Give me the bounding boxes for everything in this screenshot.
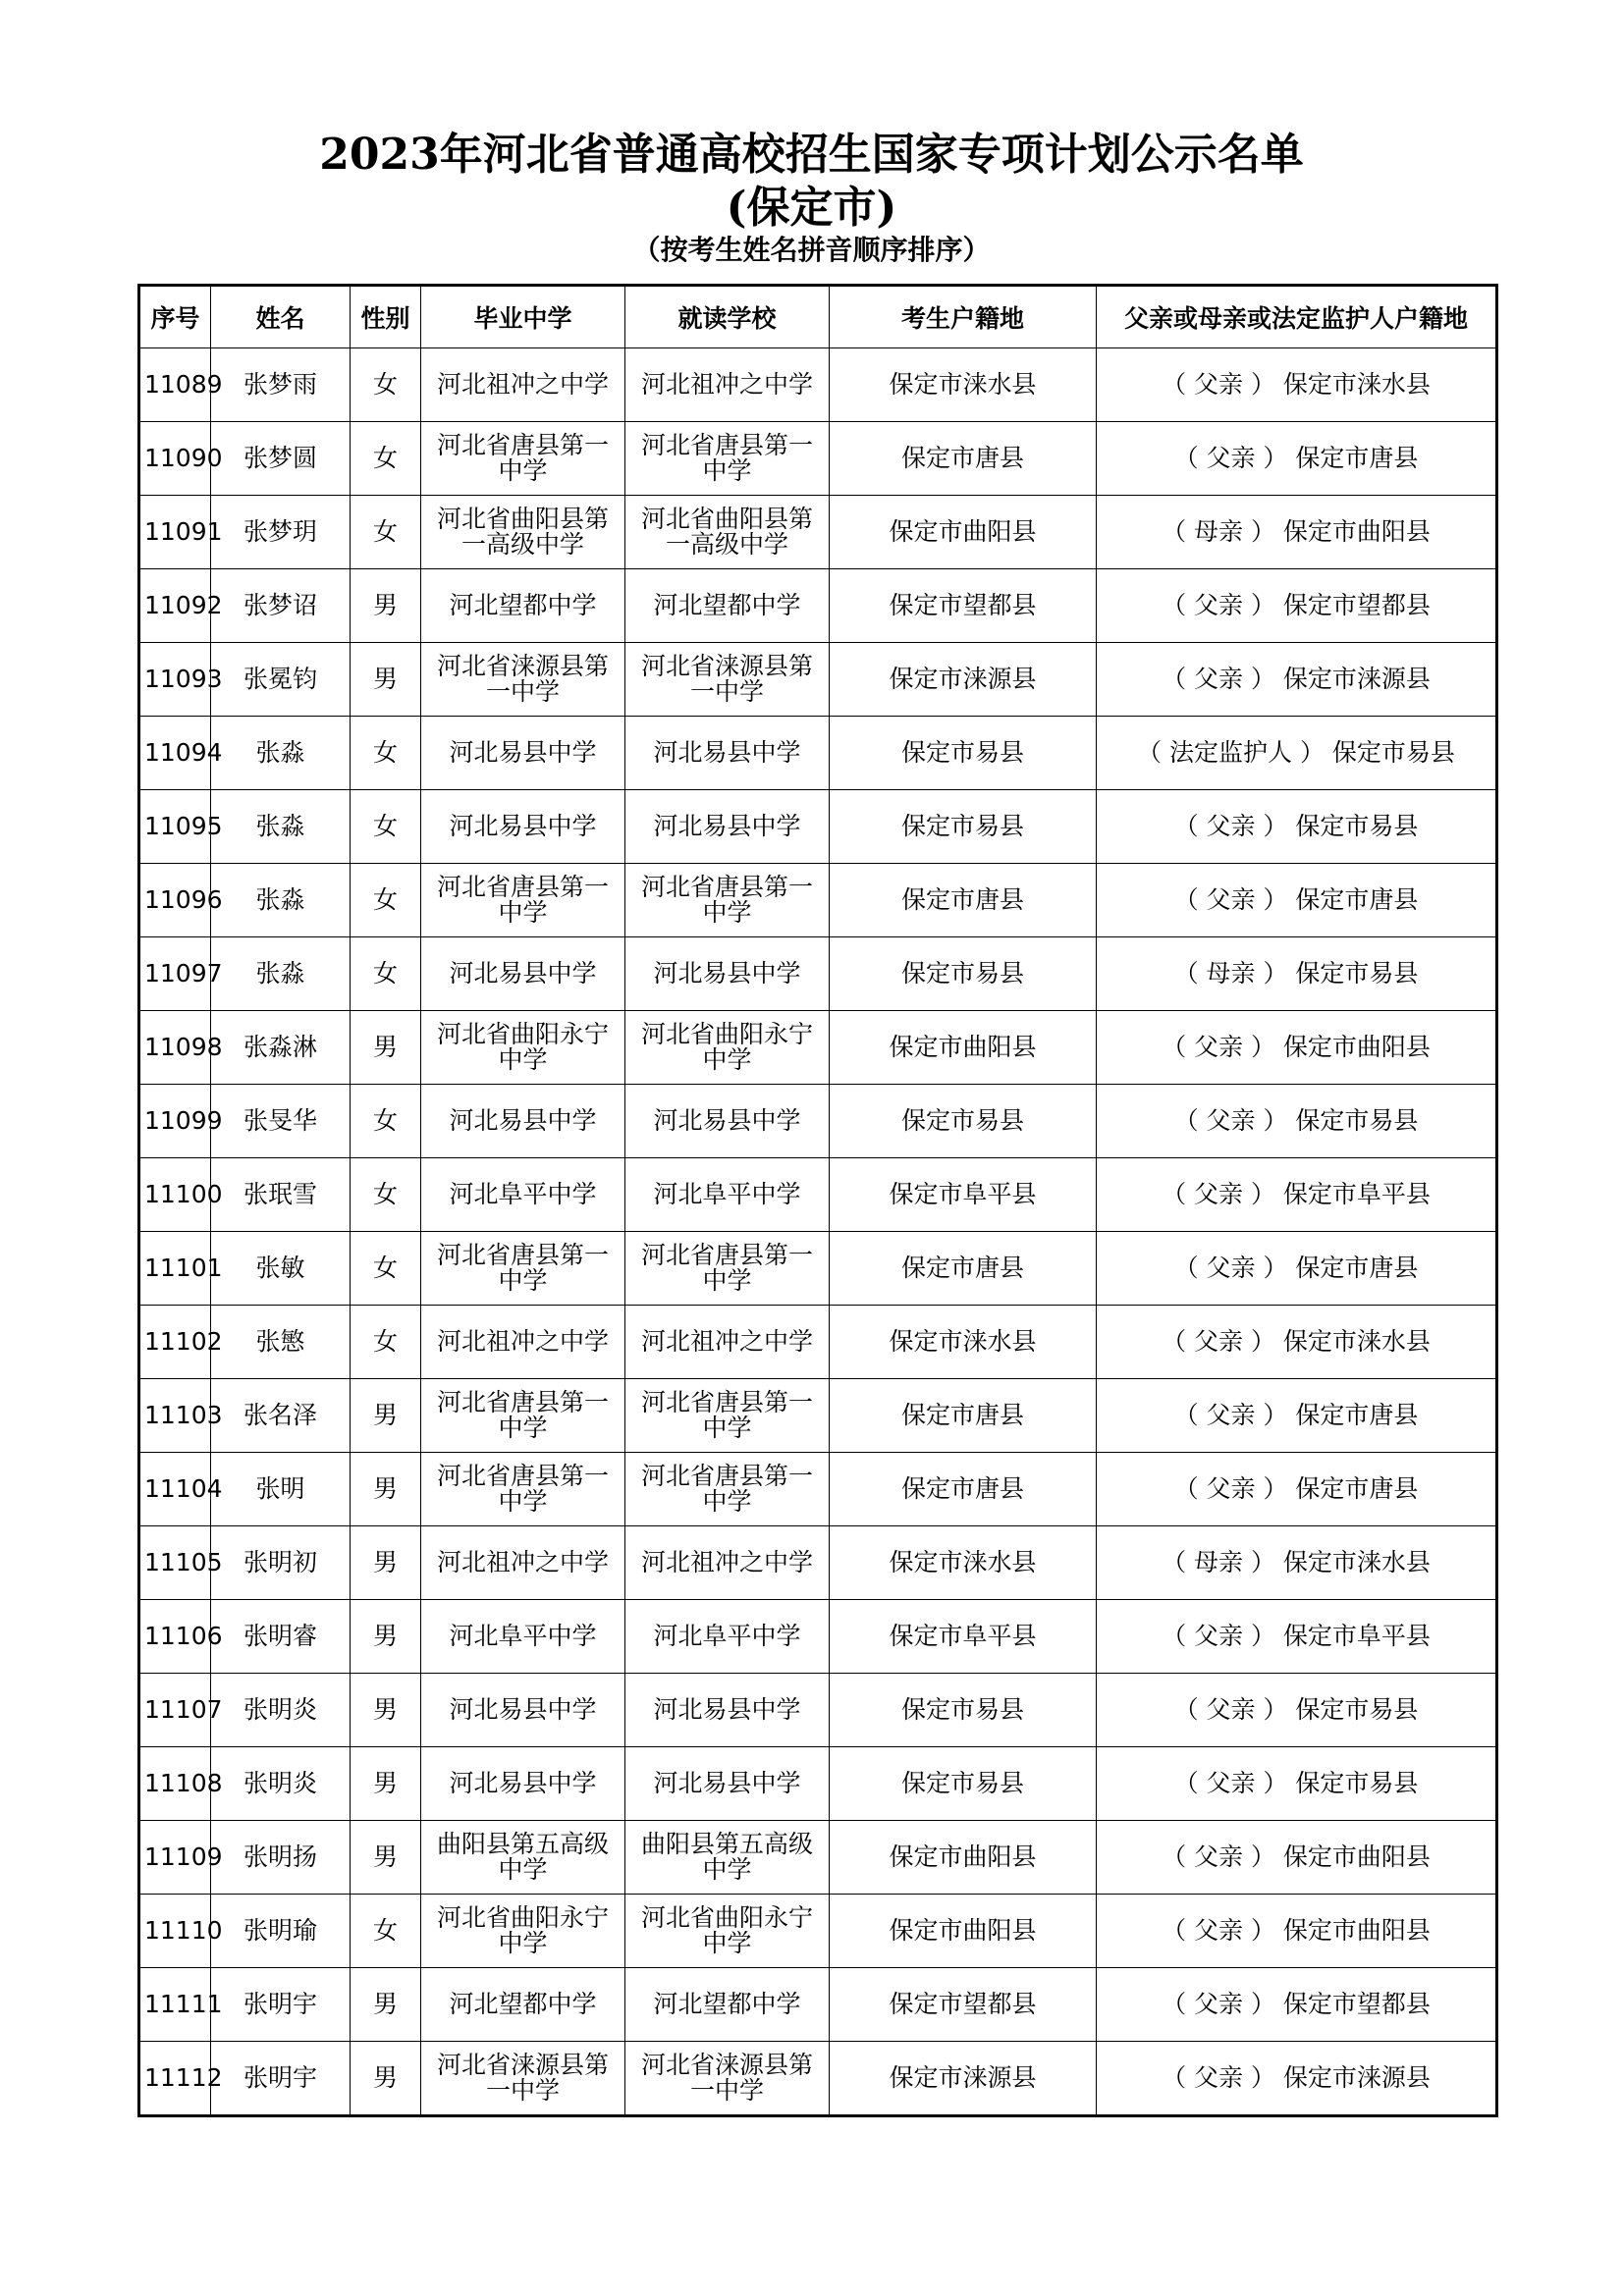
- cell-graduation-school: 河北阜平中学: [421, 1158, 625, 1232]
- cell-parent-registration: （ 母亲 ） 保定市涞水县: [1097, 1526, 1497, 1600]
- cell-parent-registration: （ 父亲 ） 保定市唐县: [1097, 1379, 1497, 1453]
- cell-graduation-school: 河北易县中学: [421, 717, 625, 790]
- cell-household-registration: 保定市曲阳县: [830, 1895, 1097, 1968]
- cell-household-registration: 保定市涞源县: [830, 643, 1097, 717]
- cell-graduation-school: 河北省唐县第一中学: [421, 1453, 625, 1526]
- cell-name: 张淼: [211, 864, 351, 937]
- cell-current-school: 河北省唐县第一中学: [625, 1379, 830, 1453]
- cell-name: 张名泽: [211, 1379, 351, 1453]
- table-row: [139, 1306, 1497, 1379]
- cell-name: 张明睿: [211, 1600, 351, 1674]
- table-body: [139, 348, 1497, 2116]
- cell-number: 11108: [139, 1747, 211, 1821]
- cell-parent-registration: （ 父亲 ） 保定市涞水县: [1097, 1306, 1497, 1379]
- cell-parent-registration: （ 父亲 ） 保定市易县: [1097, 1085, 1497, 1158]
- cell-number: 11092: [139, 569, 211, 643]
- cell-name: 张慜: [211, 1306, 351, 1379]
- cell-parent-registration: （ 父亲 ） 保定市易县: [1097, 1747, 1497, 1821]
- cell-graduation-school: 河北省唐县第一中学: [421, 1232, 625, 1306]
- cell-current-school: 河北省唐县第一中学: [625, 422, 830, 496]
- cell-graduation-school: 河北省涞源县第一中学: [421, 643, 625, 717]
- table-row: [139, 1453, 1497, 1526]
- cell-household-registration: 保定市唐县: [830, 1453, 1097, 1526]
- cell-name: 张淼: [211, 790, 351, 864]
- cell-current-school: 河北省涞源县第一中学: [625, 643, 830, 717]
- cell-number: 11096: [139, 864, 211, 937]
- cell-gender: 男: [351, 569, 421, 643]
- cell-number: 11111: [139, 1968, 211, 2042]
- header-parent-registration: 父亲或母亲或法定监护人户籍地: [1097, 286, 1497, 348]
- cell-graduation-school: 河北望都中学: [421, 569, 625, 643]
- cell-current-school: 河北省涞源县第一中学: [625, 2042, 830, 2116]
- cell-current-school: 河北省曲阳永宁中学: [625, 1011, 830, 1085]
- cell-number: 11109: [139, 1821, 211, 1895]
- cell-number: 11101: [139, 1232, 211, 1306]
- header-current-school: 就读学校: [625, 286, 830, 348]
- cell-number: 11089: [139, 348, 211, 422]
- cell-number: 11106: [139, 1600, 211, 1674]
- cell-gender: 女: [351, 422, 421, 496]
- cell-number: 11105: [139, 1526, 211, 1600]
- cell-number: 11095: [139, 790, 211, 864]
- cell-household-registration: 保定市阜平县: [830, 1600, 1097, 1674]
- cell-gender: 男: [351, 643, 421, 717]
- cell-current-school: 河北易县中学: [625, 1085, 830, 1158]
- cell-current-school: 河北省唐县第一中学: [625, 1453, 830, 1526]
- table-row: [139, 1895, 1497, 1968]
- cell-parent-registration: （ 父亲 ） 保定市涞源县: [1097, 643, 1497, 717]
- table-row: [139, 1232, 1497, 1306]
- cell-gender: 女: [351, 348, 421, 422]
- cell-household-registration: 保定市阜平县: [830, 1158, 1097, 1232]
- table-row: [139, 1085, 1497, 1158]
- cell-name: 张明宇: [211, 1968, 351, 2042]
- cell-number: 11099: [139, 1085, 211, 1158]
- cell-graduation-school: 曲阳县第五高级中学: [421, 1821, 625, 1895]
- header-household-registration: 考生户籍地: [830, 286, 1097, 348]
- document-title: 2023年河北省普通高校招生国家专项计划公示名单: [319, 130, 1304, 180]
- cell-current-school: 曲阳县第五高级中学: [625, 1821, 830, 1895]
- table-row: [139, 422, 1497, 496]
- cell-name: 张梦雨: [211, 348, 351, 422]
- cell-parent-registration: （ 母亲 ） 保定市易县: [1097, 937, 1497, 1011]
- cell-household-registration: 保定市唐县: [830, 422, 1097, 496]
- header-graduation-school: 毕业中学: [421, 286, 625, 348]
- cell-household-registration: 保定市唐县: [830, 1379, 1097, 1453]
- cell-number: 11112: [139, 2042, 211, 2116]
- cell-current-school: 河北省唐县第一中学: [625, 864, 830, 937]
- cell-household-registration: 保定市唐县: [830, 864, 1097, 937]
- document-subtitle: （按考生姓名拼音顺序排序）: [632, 234, 991, 266]
- cell-name: 张明瑜: [211, 1895, 351, 1968]
- cell-current-school: 河北望都中学: [625, 1968, 830, 2042]
- cell-graduation-school: 河北省唐县第一中学: [421, 864, 625, 937]
- cell-gender: 女: [351, 1895, 421, 1968]
- cell-current-school: 河北省曲阳永宁中学: [625, 1895, 830, 1968]
- cell-number: 11091: [139, 496, 211, 569]
- cell-current-school: 河北易县中学: [625, 1674, 830, 1747]
- cell-name: 张梦玥: [211, 496, 351, 569]
- cell-number: 11093: [139, 643, 211, 717]
- cell-parent-registration: （ 父亲 ） 保定市唐县: [1097, 864, 1497, 937]
- cell-household-registration: 保定市易县: [830, 1674, 1097, 1747]
- cell-gender: 男: [351, 1011, 421, 1085]
- cell-current-school: 河北阜平中学: [625, 1158, 830, 1232]
- cell-name: 张明炎: [211, 1747, 351, 1821]
- cell-name: 张冕钧: [211, 643, 351, 717]
- cell-name: 张梦诏: [211, 569, 351, 643]
- cell-number: 11103: [139, 1379, 211, 1453]
- cell-household-registration: 保定市曲阳县: [830, 1011, 1097, 1085]
- cell-number: 11090: [139, 422, 211, 496]
- cell-household-registration: 保定市唐县: [830, 1232, 1097, 1306]
- cell-parent-registration: （ 法定监护人 ） 保定市易县: [1097, 717, 1497, 790]
- cell-graduation-school: 河北祖冲之中学: [421, 1306, 625, 1379]
- cell-graduation-school: 河北望都中学: [421, 1968, 625, 2042]
- cell-name: 张珉雪: [211, 1158, 351, 1232]
- cell-number: 11107: [139, 1674, 211, 1747]
- table-row: [139, 643, 1497, 717]
- header-gender: 性别: [351, 286, 421, 348]
- cell-household-registration: 保定市易县: [830, 1747, 1097, 1821]
- cell-graduation-school: 河北省唐县第一中学: [421, 1379, 625, 1453]
- table-row: [139, 937, 1497, 1011]
- cell-name: 张敏: [211, 1232, 351, 1306]
- cell-graduation-school: 河北祖冲之中学: [421, 1526, 625, 1600]
- cell-gender: 男: [351, 1747, 421, 1821]
- cell-graduation-school: 河北易县中学: [421, 790, 625, 864]
- cell-parent-registration: （ 母亲 ） 保定市曲阳县: [1097, 496, 1497, 569]
- roster-table: [137, 284, 1498, 2117]
- cell-household-registration: 保定市曲阳县: [830, 1821, 1097, 1895]
- cell-current-school: 河北祖冲之中学: [625, 1306, 830, 1379]
- cell-current-school: 河北易县中学: [625, 790, 830, 864]
- cell-household-registration: 保定市易县: [830, 1085, 1097, 1158]
- cell-household-registration: 保定市望都县: [830, 569, 1097, 643]
- cell-number: 11110: [139, 1895, 211, 1968]
- cell-current-school: 河北阜平中学: [625, 1600, 830, 1674]
- cell-household-registration: 保定市易县: [830, 717, 1097, 790]
- table-row: [139, 1526, 1497, 1600]
- cell-current-school: 河北省曲阳县第一高级中学: [625, 496, 830, 569]
- cell-current-school: 河北望都中学: [625, 569, 830, 643]
- cell-graduation-school: 河北省曲阳永宁中学: [421, 1011, 625, 1085]
- cell-graduation-school: 河北省曲阳永宁中学: [421, 1895, 625, 1968]
- cell-name: 张淼淋: [211, 1011, 351, 1085]
- cell-parent-registration: （ 父亲 ） 保定市唐县: [1097, 1453, 1497, 1526]
- cell-graduation-school: 河北省涞源县第一中学: [421, 2042, 625, 2116]
- cell-current-school: 河北易县中学: [625, 717, 830, 790]
- cell-current-school: 河北祖冲之中学: [625, 348, 830, 422]
- table-row: [139, 496, 1497, 569]
- cell-gender: 男: [351, 1600, 421, 1674]
- cell-gender: 男: [351, 1821, 421, 1895]
- cell-parent-registration: （ 父亲 ） 保定市曲阳县: [1097, 1011, 1497, 1085]
- cell-parent-registration: （ 父亲 ） 保定市易县: [1097, 790, 1497, 864]
- table-row: [139, 569, 1497, 643]
- cell-household-registration: 保定市望都县: [830, 1968, 1097, 2042]
- cell-parent-registration: （ 父亲 ） 保定市曲阳县: [1097, 1895, 1497, 1968]
- cell-gender: 女: [351, 1158, 421, 1232]
- table-row: [139, 1674, 1497, 1747]
- cell-graduation-school: 河北祖冲之中学: [421, 348, 625, 422]
- table-row: [139, 1158, 1497, 1232]
- cell-name: 张淼: [211, 717, 351, 790]
- cell-name: 张明扬: [211, 1821, 351, 1895]
- cell-household-registration: 保定市涞源县: [830, 2042, 1097, 2116]
- cell-parent-registration: （ 父亲 ） 保定市曲阳县: [1097, 1821, 1497, 1895]
- cell-gender: 女: [351, 790, 421, 864]
- table-row: [139, 1821, 1497, 1895]
- cell-graduation-school: 河北易县中学: [421, 1085, 625, 1158]
- cell-gender: 男: [351, 1379, 421, 1453]
- cell-gender: 女: [351, 717, 421, 790]
- cell-gender: 男: [351, 1526, 421, 1600]
- cell-gender: 女: [351, 496, 421, 569]
- cell-gender: 女: [351, 1306, 421, 1379]
- cell-parent-registration: （ 父亲 ） 保定市望都县: [1097, 1968, 1497, 2042]
- cell-gender: 男: [351, 2042, 421, 2116]
- cell-household-registration: 保定市涞水县: [830, 1306, 1097, 1379]
- table-row: [139, 1968, 1497, 2042]
- cell-current-school: 河北省唐县第一中学: [625, 1232, 830, 1306]
- cell-household-registration: 保定市涞水县: [830, 1526, 1097, 1600]
- cell-name: 张旻华: [211, 1085, 351, 1158]
- cell-household-registration: 保定市易县: [830, 790, 1097, 864]
- cell-parent-registration: （ 父亲 ） 保定市易县: [1097, 1674, 1497, 1747]
- cell-name: 张明宇: [211, 2042, 351, 2116]
- table-row: [139, 1600, 1497, 1674]
- table-row: [139, 348, 1497, 422]
- cell-parent-registration: （ 父亲 ） 保定市唐县: [1097, 422, 1497, 496]
- cell-gender: 女: [351, 1085, 421, 1158]
- document-city: (保定市): [726, 183, 897, 233]
- cell-current-school: 河北祖冲之中学: [625, 1526, 830, 1600]
- cell-graduation-school: 河北省唐县第一中学: [421, 422, 625, 496]
- cell-graduation-school: 河北易县中学: [421, 1747, 625, 1821]
- cell-name: 张梦圆: [211, 422, 351, 496]
- cell-number: 11104: [139, 1453, 211, 1526]
- cell-number: 11098: [139, 1011, 211, 1085]
- cell-graduation-school: 河北省曲阳县第一高级中学: [421, 496, 625, 569]
- cell-name: 张明炎: [211, 1674, 351, 1747]
- cell-name: 张明: [211, 1453, 351, 1526]
- header-name: 姓名: [211, 286, 351, 348]
- cell-name: 张淼: [211, 937, 351, 1011]
- cell-parent-registration: （ 父亲 ） 保定市涞源县: [1097, 2042, 1497, 2116]
- cell-parent-registration: （ 父亲 ） 保定市阜平县: [1097, 1600, 1497, 1674]
- table-row: [139, 717, 1497, 790]
- table-row: [139, 1379, 1497, 1453]
- cell-household-registration: 保定市易县: [830, 937, 1097, 1011]
- cell-number: 11100: [139, 1158, 211, 1232]
- cell-graduation-school: 河北易县中学: [421, 1674, 625, 1747]
- cell-parent-registration: （ 父亲 ） 保定市涞水县: [1097, 348, 1497, 422]
- header-number: 序号: [139, 286, 211, 348]
- table-row: [139, 2042, 1497, 2116]
- cell-household-registration: 保定市涞水县: [830, 348, 1097, 422]
- cell-parent-registration: （ 父亲 ） 保定市阜平县: [1097, 1158, 1497, 1232]
- cell-parent-registration: （ 父亲 ） 保定市望都县: [1097, 569, 1497, 643]
- cell-number: 11102: [139, 1306, 211, 1379]
- table-row: [139, 1747, 1497, 1821]
- cell-current-school: 河北易县中学: [625, 1747, 830, 1821]
- cell-current-school: 河北易县中学: [625, 937, 830, 1011]
- cell-graduation-school: 河北阜平中学: [421, 1600, 625, 1674]
- cell-household-registration: 保定市曲阳县: [830, 496, 1097, 569]
- table-row: [139, 790, 1497, 864]
- cell-graduation-school: 河北易县中学: [421, 937, 625, 1011]
- table-row: [139, 864, 1497, 937]
- cell-gender: 男: [351, 1968, 421, 2042]
- cell-gender: 女: [351, 1232, 421, 1306]
- cell-name: 张明初: [211, 1526, 351, 1600]
- cell-gender: 男: [351, 1453, 421, 1526]
- cell-gender: 女: [351, 937, 421, 1011]
- cell-number: 11094: [139, 717, 211, 790]
- table-header-row: [139, 286, 1497, 348]
- cell-number: 11097: [139, 937, 211, 1011]
- cell-gender: 女: [351, 864, 421, 937]
- cell-parent-registration: （ 父亲 ） 保定市唐县: [1097, 1232, 1497, 1306]
- cell-gender: 男: [351, 1674, 421, 1747]
- table-row: [139, 1011, 1497, 1085]
